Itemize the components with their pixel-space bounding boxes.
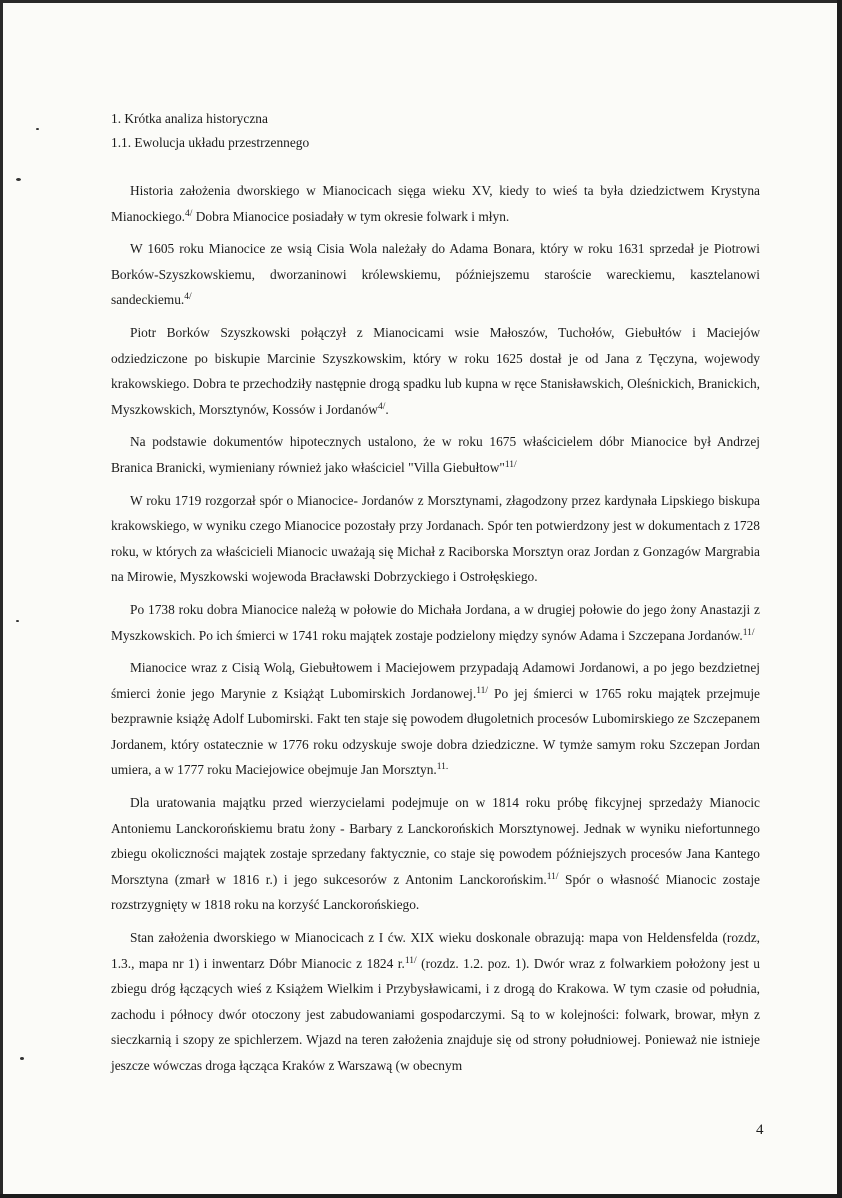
paragraph-5 [111,488,760,590]
paragraph-9 [111,925,760,1079]
footnote-ref: 11/ [476,685,489,696]
scan-edge-bottom [0,1194,842,1198]
body-text [111,178,760,1086]
paragraph-3 [111,320,760,422]
paragraph-text: W roku 1719 rozgorzał spór o Mianocice- Jordanów z Morsztynami, złagodzony przez kardynała Lipskiego biskupa krakowskiego, w wyniku czego Mianocice pozostały przy Jordanach. Spór ten potwierdzony jest w dokumentach z 1728 roku, w których za właścicieli Mianocic uważają się Michał z Raciborska Morsztyn oraz Jordan z Gonzagów Margrabia na Mirowie, Myszkowski wojewoda Bracławski Dobrzyckiego i Ostrołęskiego. [111,492,760,585]
footnote-ref: 11/ [742,627,755,638]
paragraph-text: Historia założenia dworskiego w Mianocicach sięga wieku XV, kiedy to wieś ta była dziedzictwem Krystyna Mianockiego. [111,183,760,224]
paragraph-text: Mianocice wraz z Cisią Wolą, Giebułtowem i Maciejowem przypadają Adamowi Jordanowi, a po jego bezdzietnej śmierci żonie jego Marynie z Książąt Lubomirskich Jordanowej. [111,660,760,701]
paragraph-6 [111,597,760,648]
footnote-ref: 4/ [184,292,192,303]
section-heading: 1. Krótka analiza historyczna [111,111,268,126]
scan-speck [16,620,19,622]
footnote-ref: 4/ [377,401,386,412]
scan-edge-top [0,0,842,3]
paragraph-text: W 1605 roku Mianocice ze wsią Cisia Wola należały do Adama Bonara, który w roku 1631 sprzedał je Piotrowi Borków-Szyszkowskiemu, dworzaninowi królewskiemu, późniejszemu staroście wareckiemu, kasztelanowi sandeckiemu. [111,241,760,308]
paragraph-text: Dla uratowania majątku przed wierzycielami podejmuje on w 1814 roku próbę fikcyjnej sprzedaży Mianocic Antoniemu Lanckorońskiemu bratu żony - Barbary z Lanckorońskich Morsztynowej. Jednak w wyniku niefortunnego zbiegu okoliczności majątek zostaje sprzedany faktycznie, co staje się powodem późniejszych procesów Jana Kantego Morsztyna (zmarł w 1816 r.) i jego sukcesorów z Antonim Lanckorońskim. [111,795,760,887]
footnote-ref: 11. [436,762,449,773]
paragraph-text-cont: Po jej śmierci w 1765 roku majątek przejmuje bezprawnie książę Adolf Lubomirski. Fakt ten staje się powodem długoletnich procesów Lubomirskiego ze Szczepanem Jordanem, który ostatecznie w 1776 roku odzyskuje swoje dobra dziedziczne. W tymże samym roku Szczepan Jordan umiera, a w 1777 roku Maciejowice obejmuje Jan Morsztyn. [111,685,761,778]
subsection-heading: 1.1. Ewolucja układu przestrzennego [111,135,310,150]
paragraph-2 [111,236,760,313]
paragraph-text: Stan założenia dworskiego w Mianocicach z I ćw. XIX wieku doskonale obrazują: mapa von Heldensfelda (rozdz, 1.3., mapa nr 1) i inwentarz Dóbr Mianocic z 1824 r. [111,930,760,971]
paragraph-4 [111,429,760,480]
scan-speck [36,128,39,130]
scan-edge-right [837,0,842,1198]
scan-speck [20,1057,24,1060]
paragraph-text: Piotr Borków Szyszkowski połączył z Mianocicami wsie Małoszów, Tuchołów, Giebułtów i Maciejów odziedziczone po biskupie Marcinie Szyszkowskim, który w roku 1625 dostał je od Jana z Tęczyna, wojewody krakowskiego. Dobra te przechodziły następnie drogą spadku lub kupna w ręce Stanisławskich, Oleśnickich, Branickich, Myszkowskich, Morsztynów, Kossów i Jordanów [111,324,760,417]
scan-edge-left [0,0,3,1198]
footnote-ref: 11/ [546,871,559,882]
paragraph-1 [111,178,760,229]
paragraph-text-cont: Dobra Mianocice posiadały w tym okresie folwark i młyn. [192,208,510,224]
paragraph-text: Na podstawie dokumentów hipotecznych ustalono, że w roku 1675 właścicielem dóbr Mianocice był Andrzej Branica Branicki, wymieniany również jako właściciel "Villa Giebułtow" [111,434,760,475]
footnote-ref: 4/ [185,208,193,219]
paragraph-8 [111,790,760,918]
footnote-ref: 11/ [504,459,517,470]
paragraph-text-cont: . [385,401,389,417]
paragraph-7 [111,655,760,783]
paragraph-text: Po 1738 roku dobra Mianocice należą w połowie do Michała Jordana, a w drugiej połowie do jego żony Anastazji z Myszkowskich. Po ich śmierci w 1741 roku majątek zostaje podzielony między synów Adama i Szczepana Jordanów. [111,601,760,643]
scan-speck [16,178,21,181]
paragraph-text-cont: (rozdz. 1.2. poz. 1). Dwór wraz z folwarkiem położony jest u zbiegu dróg łączących wieś z Książem Wielkim i Przybysławicami, i z drogą do Krakowa. W tym czasie od południa, zachodu i północy dwór otoczony jest zabudowaniami gospodarczymi. Są to w kolejności: folwark, browar, młyn z sieczkarnią i szopy ze spichlerzem. Wjazd na teren założenia znajduje się od strony południowej. Ponieważ nie istnieje jeszcze wówczas droga łącząca Kraków z Warszawą (w obecnym [111,955,760,1073]
page-number: 4 [756,1122,764,1138]
paragraph-text-cont: Spór o własność Mianocic zostaje rozstrzygnięty w 1818 roku na korzyść Lanckorońskiego. [111,871,760,913]
footnote-ref: 11/ [404,955,417,966]
